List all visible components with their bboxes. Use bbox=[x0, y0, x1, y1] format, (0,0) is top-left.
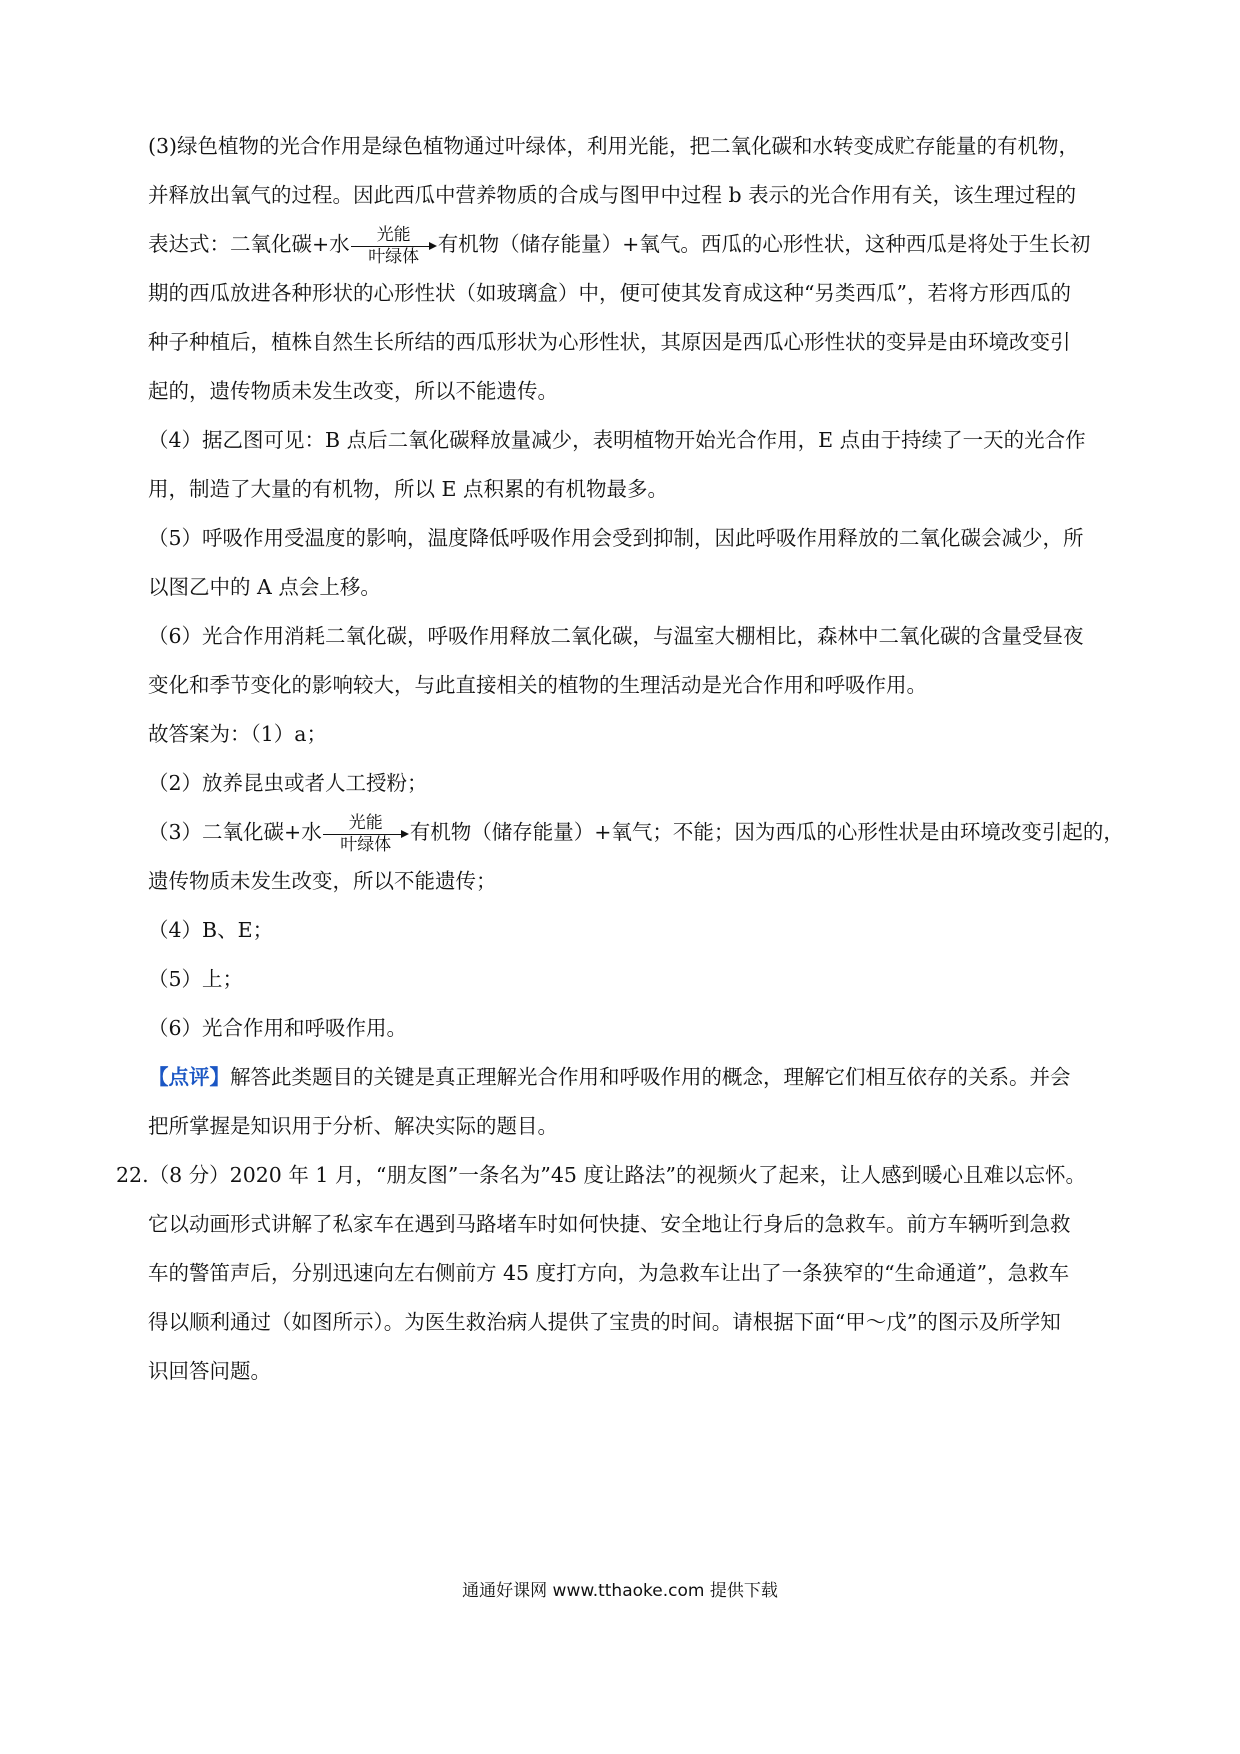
question-22 bbox=[116, 1151, 1126, 1396]
text-line: 起的，遗传物质未发生改变，所以不能遗传。 bbox=[148, 379, 558, 403]
photosynthesis-arrow: 光能 叶绿体 bbox=[351, 226, 437, 266]
paragraph-4 bbox=[148, 416, 1123, 514]
comment-section bbox=[148, 1053, 1123, 1151]
photosynthesis-arrow: 光能 叶绿体 bbox=[323, 814, 409, 854]
comment-line: 【点评】解答此类题目的关键是真正理解光合作用和呼吸作用的概念，理解它们相互依存的关系。并会 bbox=[148, 1065, 1071, 1089]
text-line: （4）据乙图可见：B 点后二氧化碳释放量减少，表明植物开始光合作用，E 点由于持续了一天的光合作 bbox=[148, 428, 1086, 452]
text-line: 并释放出氧气的过程。因此西瓜中营养物质的合成与图甲中过程 b 表示的光合作用有关，该生理过程的 bbox=[148, 183, 1077, 207]
text-line: （6）光合作用消耗二氧化碳，呼吸作用释放二氧化碳，与温室大棚相比，森林中二氧化碳的含量受昼夜 bbox=[148, 624, 1084, 648]
text-line: (3)绿色植物的光合作用是绿色植物通过叶绿体，利用光能，把二氧化碳和水转变成贮存能量的有机物， bbox=[148, 134, 1080, 158]
answer-intro: 故答案为：（1）a； bbox=[148, 722, 328, 746]
paragraph-6 bbox=[148, 612, 1123, 710]
text-line: 用，制造了大量的有机物，所以 E 点积累的有机物最多。 bbox=[148, 477, 668, 501]
answer-2: （2）放养昆虫或者人工授粉； bbox=[148, 771, 428, 795]
document-body bbox=[148, 122, 1123, 1151]
comment-tag: 【点评】 bbox=[148, 1065, 230, 1089]
paragraph-5 bbox=[148, 514, 1123, 612]
comment-line: 把所掌握是知识用于分析、解决实际的题目。 bbox=[148, 1114, 558, 1138]
question-line: 识回答问题。 bbox=[148, 1359, 271, 1383]
answer-3: （3）二氧化碳+水 光能 叶绿体 有机物（储存能量）+氧气；不能；因为西瓜的心形性状是由环境改变引起的， bbox=[148, 812, 1124, 855]
answer-4: （4）B、E； bbox=[148, 918, 274, 942]
text-line: 以图乙中的 A 点会上移。 bbox=[148, 575, 381, 599]
text-line-with-equation: 表达式：二氧化碳+水 光能 叶绿体 有机物（储存能量）+氧气。西瓜的心形性状，这种西瓜是将处于生长初 bbox=[148, 224, 1091, 267]
text-line: （5）呼吸作用受温度的影响，温度降低呼吸作用会受到抑制，因此呼吸作用释放的二氧化碳会减少，所 bbox=[148, 526, 1084, 550]
page-footer: 通通好课网 www.tthaoke.com 提供下载 bbox=[462, 1581, 778, 1601]
text-line: 种子种植后，植株自然生长所结的西瓜形状为心形性状，其原因是西瓜心形性状的变异是由环境改变引 bbox=[148, 330, 1071, 354]
text-line: 变化和季节变化的影响较大，与此直接相关的植物的生理活动是光合作用和呼吸作用。 bbox=[148, 673, 927, 697]
question-line: 它以动画形式讲解了私家车在遇到马路堵车时如何快捷、安全地让行身后的急救车。前方车辆听到急救 bbox=[148, 1212, 1071, 1236]
text-line: 期的西瓜放进各种形状的心形性状（如玻璃盒）中，便可使其发育成这种“另类西瓜”，若将方形西瓜的 bbox=[148, 281, 1071, 305]
answer-section bbox=[148, 710, 1123, 1053]
answer-3-continued: 遗传物质未发生改变，所以不能遗传； bbox=[148, 869, 497, 893]
paragraph-3 bbox=[148, 122, 1123, 416]
question-line: 车的警笛声后，分别迅速向左右侧前方 45 度打方向，为急救车让出了一条狭窄的“生命通道”，急救车 bbox=[148, 1261, 1070, 1285]
answer-6: （6）光合作用和呼吸作用。 bbox=[148, 1016, 408, 1040]
answer-5: （5）上； bbox=[148, 967, 244, 991]
question-line: 22.（8 分）2020 年 1 月，“朋友图”一条名为”45 度让路法”的视频火了起来，让人感到暖心且难以忘怀。 bbox=[116, 1163, 1086, 1187]
question-line: 得以顺利通过（如图所示）。为医生救治病人提供了宝贵的时间。请根据下面“甲～戊”的图示及所学知 bbox=[148, 1310, 1061, 1334]
